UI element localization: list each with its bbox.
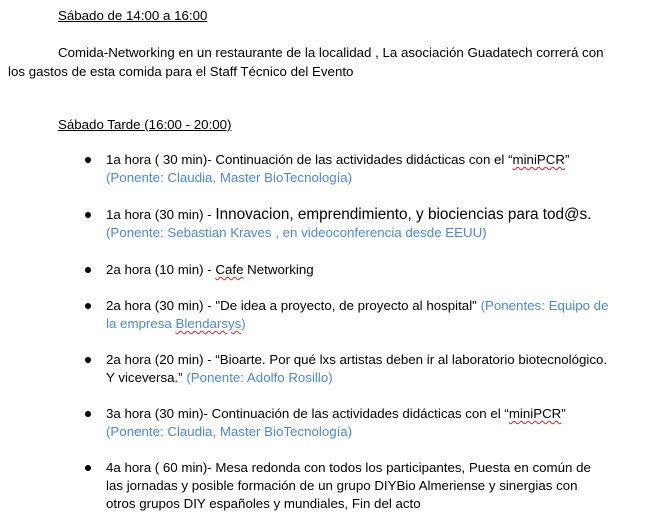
spellcheck-word: Cafe [215, 262, 244, 277]
bullet-icon [85, 212, 91, 218]
bullet-icon [85, 267, 91, 273]
bullet-icon [85, 465, 91, 471]
bullet-icon [85, 157, 91, 163]
item-text: 1a hora ( 30 min)- Continuación de las actividades didácticas con el “ [106, 152, 513, 167]
bullet-icon [85, 411, 91, 417]
speaker-credit: (Ponente: Adolfo Rosillo) [186, 370, 333, 385]
item-text-suffix: Networking [243, 262, 314, 277]
lunch-paragraph: Comida-Networking en un restaurante de la localidad , La asociación Guadatech correrá con los gastos de esta comida para el Staff Técnico del Evento [8, 45, 604, 79]
spellcheck-word: miniPCR [508, 406, 562, 421]
spellcheck-word: Blendarsys [175, 316, 242, 331]
speaker-credit: (Ponente: Claudia, Master BioTecnología) [106, 424, 353, 439]
item-text: 2a hora (30 min) - "De idea a proyecto, de proyecto al hospital" [106, 298, 481, 313]
item-text-suffix: ” [561, 406, 566, 421]
speaker-credit: (Ponente: Sebastian Kraves , en videoconferencia desde EEUU) [106, 225, 487, 240]
speaker-credit-suffix: ) [241, 316, 246, 331]
speaker-credit: (Ponentes: Equipo de la empresa [106, 298, 609, 331]
item-text: 4a hora ( 60 min)- Mesa redonda con todos los participantes, Puesta en común de las jornadas y posible formación de un grupo DIYBio Almeriense y sinergias con otros grupos DIY españoles y mundiales, Fin del acto [106, 460, 591, 511]
item-text: 1a hora (30 min) - [106, 207, 216, 222]
bullet-icon [85, 357, 91, 363]
speaker-credit: (Ponente: Claudia, Master BioTecnología) [106, 170, 353, 185]
item-talk-title: Innovacion, emprendimiento, y biociencias para tod@s. [215, 206, 592, 223]
item-text: 3a hora (30 min)- Continuación de las actividades didácticas con el “ [106, 406, 509, 421]
bullet-icon [85, 303, 91, 309]
item-text: 2a hora (10 min) - [106, 262, 216, 277]
spellcheck-word: miniPCR [512, 152, 565, 167]
saturday-time-heading: Sábado de 14:00 a 16:00 [58, 8, 208, 23]
afternoon-heading: Sábado Tarde (16:00 - 20:00) [58, 117, 232, 132]
item-text: 2a hora (20 min) - “Bioarte. Por qué lxs artistas deben ir al laboratorio biotecnológico. Y viceversa.” [106, 352, 608, 385]
item-text-suffix: ” [564, 152, 570, 167]
